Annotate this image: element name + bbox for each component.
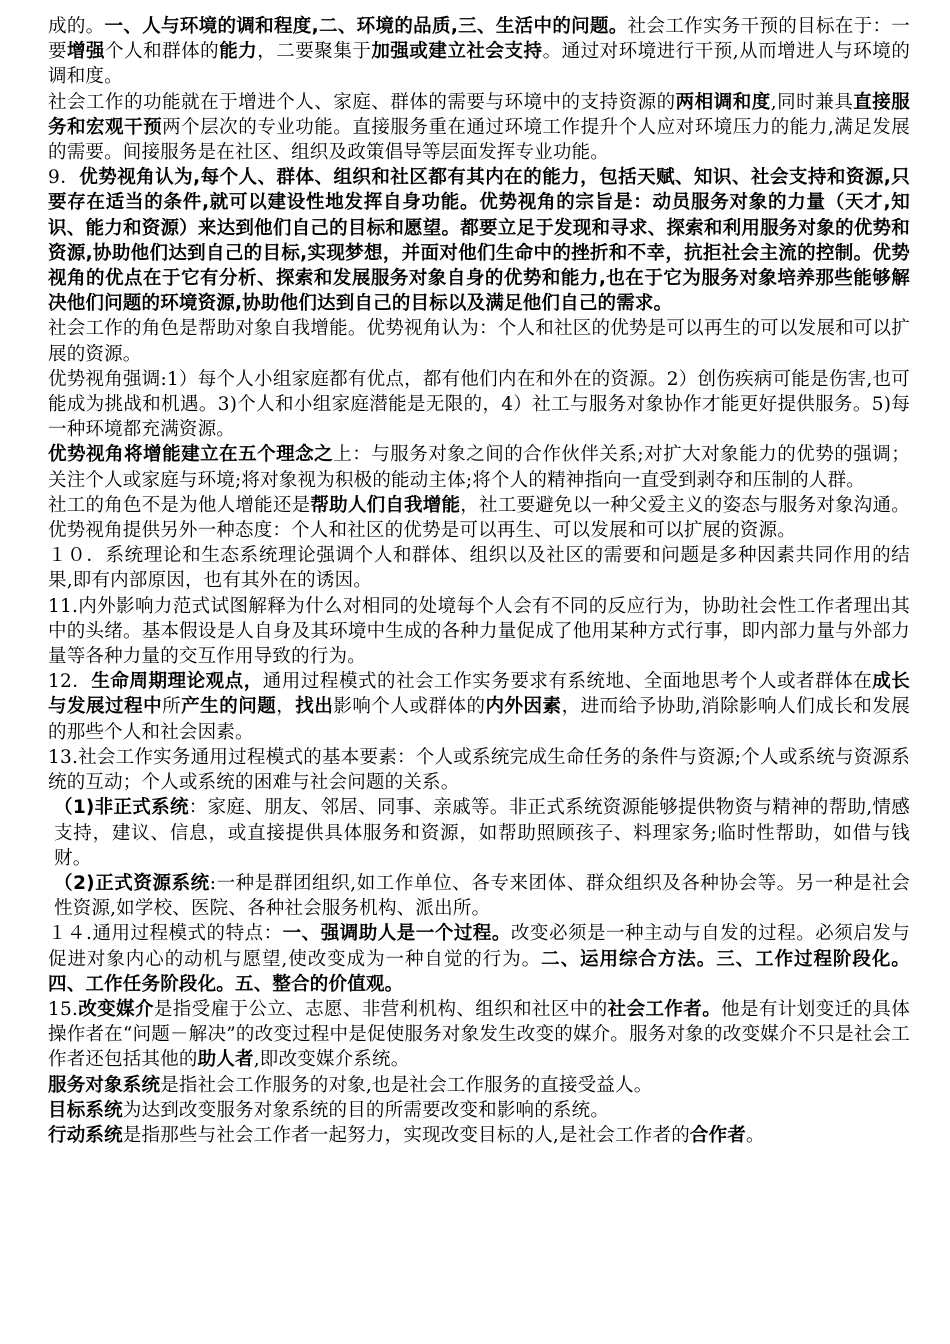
bold-text-run: 成长与发展过程中	[48, 671, 910, 718]
text-run: 13.社会工作实务通用过程模式的基本要素：个人或系统完成生命任务的条件与资源;个人或系统与资源系统的互动；个人或系统的困难与社会问题的关系。	[48, 746, 910, 794]
bold-text-run: 增强	[67, 41, 106, 63]
text-run: ，二要聚集于	[257, 41, 372, 63]
text-run: 社会工作的功能就在于增进个人、家庭、群体的需要与环境中的支持资源的	[48, 91, 676, 113]
text-run: 社会工作的角色是帮助对象自我增能。优势视角认为：个人和社区的优势是可以再生的可以发展和可以扩展的资源。	[48, 318, 910, 365]
text-run: 11.内外影响力范式试图解释为什么对相同的处境每个人会有不同的反应行为，协助社会性工作者理出其中的头绪。基本假设是人自身及其环境中生成的各种力量促成了他用某种方式行事，即内部力量与外部力量等各种力量的交互作用导致的行为。	[48, 595, 910, 668]
paragraph	[48, 543, 910, 593]
text-run: ，社工要避免以一种父爱主义的姿态与服务对象沟通。优势视角提供另外一种态度：个人和社区的优势是可以再生、可以发展和可以扩展的资源。	[48, 494, 910, 542]
bold-text-run: 找出	[295, 696, 334, 718]
paragraph	[48, 14, 910, 90]
bold-text-run: 社会工作者。	[607, 998, 722, 1020]
bold-text-run: 直接服务和宏观干预	[48, 91, 910, 138]
text-run: 社会工作实务干预的目标在于：一要	[48, 16, 910, 63]
text-run: １４.通用过程模式的特点：	[48, 923, 283, 945]
text-run: 所	[162, 696, 182, 718]
paragraph	[48, 316, 910, 366]
text-run: ,同时兼具	[770, 91, 854, 113]
paragraph	[48, 997, 910, 1073]
text-run: 成的。	[48, 16, 105, 37]
bold-text-run: 内外因素	[485, 696, 562, 718]
text-run: 通用过程模式的社会工作实务要求有系统地、全面地思考个人或者群体在	[262, 671, 873, 693]
bold-text-run: 帮助人们自我增能	[310, 494, 461, 516]
bold-text-run: 能力	[219, 41, 258, 63]
paragraph	[48, 669, 910, 745]
bold-text-run: 产生的问题	[181, 696, 277, 718]
paragraph	[48, 921, 910, 997]
paragraph	[48, 1123, 910, 1148]
bold-text-run: 行动系统	[48, 1124, 123, 1146]
text-run: :一种是群团组织,如工作单位、各专来团体、群众组织及各种协会等。另一种是社会性资源,如学校、医院、各种社会服务机构、派出所。	[54, 872, 910, 920]
bold-text-run: 助人者	[197, 1049, 254, 1071]
bold-text-run: 服务对象系统	[48, 1074, 161, 1096]
bold-text-run: 二、运用综合方法。三、工作过程阶段化。四、工作任务阶段化。五、整合的价值观。	[48, 948, 910, 995]
text-run: 15.	[48, 998, 79, 1020]
document-body	[48, 14, 910, 1148]
text-run: 是指受雇于公立、志愿、非营利机构、组织和社区中的	[153, 998, 608, 1020]
bold-text-run: 目标系统	[48, 1099, 123, 1121]
paragraph	[48, 745, 910, 795]
bold-text-run: 两相调和度	[675, 91, 771, 113]
paragraph	[48, 165, 910, 316]
text-run: 改变必须是一种主动与自发的过程。必须启发与促进对象内心的动机与愿望,使改变成为一种自觉的行为。	[48, 923, 911, 970]
text-run: 9．	[48, 167, 80, 189]
bold-text-run: 加强或建立社会支持	[371, 41, 543, 63]
paragraph	[48, 90, 910, 166]
bold-text-run: 优势视角认为,每个人、群体、组织和社区都有其内在的能力，包括天赋、知识、社会支持和资源,只要存在适当的条件,就可以建设性地发挥自身功能。优势视角的宗旨是：动员服务对象的力量（天才,知识、能力和资源）来达到他们自己的目标和愿望。都要立足于发现和寻求、探索和利用服务对象的优势和资源,协助他们达到自己的目标,实现梦想，并面对他们生命中的挫折和不幸，抗拒社会主流的控制。优势视角的优点在于它有分析、探索和发展服务对象自身的优势和能力,也在于它为服务对象培养那些能够解决他们问题的环境资源,协助他们达到自己的目标以及满足他们自己的需求。	[48, 167, 911, 315]
paragraph	[48, 1098, 910, 1123]
text-run: 优势视角强调:1）每个人小组家庭都有优点，都有他们内在和外在的资源。2）创伤疾病可能是伤害,也可能成为挑战和机遇。3)个人和小组家庭潜能是无限的，4）社工与服务对象协作才能更好提供服务。5)每一种环境都充满资源。	[48, 368, 910, 441]
text-run: 上：与服务对象之间的合作伙伴关系;对扩大对象能力的优势的强调；关注个人或家庭与环境;将对象视为积极的能动主体;将个人的精神指向一直受到剥夺和压制的人群。	[48, 444, 910, 491]
paragraph	[48, 493, 910, 543]
text-run: ，	[276, 696, 296, 718]
bold-text-run: 合作者	[689, 1124, 747, 1146]
text-run: ，进而给予协助,消除影响人们成长和发展的那些个人和社会因素。	[48, 696, 911, 743]
text-run: 影响个人或群体的	[333, 696, 486, 718]
text-run: 社工的角色不是为他人增能还是	[48, 494, 311, 516]
bold-text-run: （1)非正式系统	[54, 797, 189, 819]
paragraph	[48, 594, 910, 670]
text-run: ,即改变媒介系统。	[253, 1049, 410, 1071]
text-run: 是指社会工作服务的对象,也是社会工作服务的直接受益人。	[160, 1074, 653, 1096]
paragraph	[48, 367, 910, 443]
text-run: ：家庭、朋友、邻居、同事、亲戚等。非正式系统资源能够提供物资与精神的帮助,情感支持，建议、信息，或直接提供具体服务和资源，如帮助照顾孩子、料理家务;临时性帮助，如借与钱财。	[54, 797, 910, 869]
paragraph	[48, 871, 910, 921]
text-run: 两个层次的专业功能。直接服务重在通过环境工作提升个人应对环境压力的能力,满足发展的需要。间接服务是在社区、组织及政策倡导等层面发挥专业功能。	[48, 116, 910, 164]
paragraph	[48, 442, 910, 492]
text-run: 他是有计划变迁的具体操作者在“问题－解决”的改变过程中是促使服务对象发生改变的媒介。服务对象的改变媒介不只是社会工作者还包括其他的	[48, 998, 910, 1071]
bold-text-run: 一、人与环境的调和程度,二、环境的品质,三、生活中的问题。	[104, 16, 628, 37]
bold-text-run: 一、强调助人是一个过程。	[282, 923, 511, 945]
bold-text-run: 生命周期理论观点，	[91, 671, 263, 693]
text-run: 是指那些与社会工作者一起努力，实现改变目标的人,是社会工作者的	[122, 1124, 690, 1146]
bold-text-run: 优势视角将增能建立在五个理念之	[48, 444, 334, 466]
paragraph	[48, 795, 910, 871]
bold-text-run: 改变媒介	[78, 998, 154, 1020]
text-run: 。通过对环境进行干预,从而增进人与环境的调和度。	[48, 41, 911, 88]
text-run: 。	[746, 1124, 765, 1146]
text-run: 为达到改变服务对象系统的目的所需要改变和影响的系统。	[122, 1099, 610, 1121]
text-run: 12．	[48, 671, 92, 693]
bold-text-run: （2)正式资源系统	[54, 872, 210, 894]
text-run: 个人和群体的	[105, 41, 220, 63]
text-run: １０．系统理论和生态系统理论强调个人和群体、组织以及社区的需要和问题是多种因素共同作用的结果,即有内部原因，也有其外在的诱因。	[48, 545, 910, 592]
paragraph	[48, 1073, 910, 1098]
